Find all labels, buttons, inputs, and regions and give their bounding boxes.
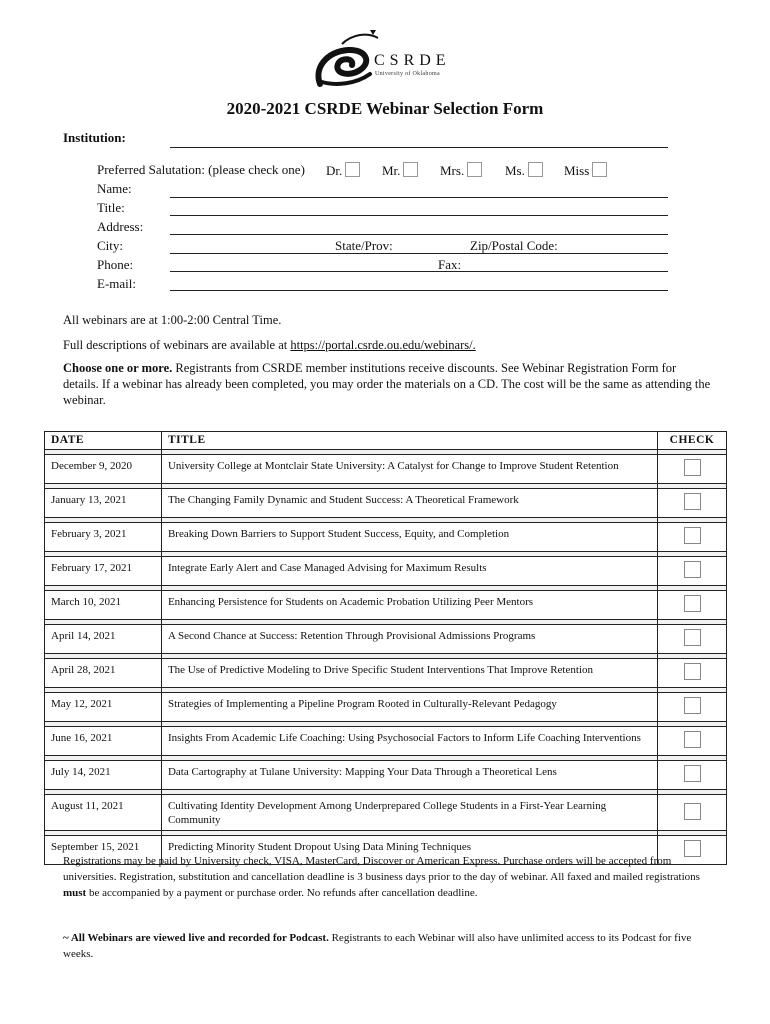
row-checkbox[interactable] xyxy=(684,731,701,748)
checkbox-dr[interactable] xyxy=(345,162,360,177)
row-date: April 14, 2021 xyxy=(45,625,162,654)
name-field[interactable] xyxy=(170,197,668,198)
form-title: 2020-2021 CSRDE Webinar Selection Form xyxy=(226,99,544,118)
salutation-dr[interactable]: Dr. xyxy=(326,162,360,179)
row-checkbox[interactable] xyxy=(684,629,701,646)
row-date: April 28, 2021 xyxy=(45,659,162,688)
row-date: May 12, 2021 xyxy=(45,693,162,722)
table-row xyxy=(45,557,727,586)
table-row xyxy=(45,659,727,688)
checkbox-miss[interactable] xyxy=(592,162,607,177)
state-label: State/Prov: xyxy=(335,238,393,253)
row-date: February 3, 2021 xyxy=(45,523,162,552)
row-checkbox[interactable] xyxy=(684,663,701,680)
table-row xyxy=(45,455,727,484)
table-row xyxy=(45,795,727,831)
row-date: December 9, 2020 xyxy=(45,455,162,484)
header-date: DATE xyxy=(45,432,162,450)
institution-label: Institution: xyxy=(63,130,126,145)
row-checkbox[interactable] xyxy=(684,697,701,714)
row-title: Data Cartography at Tulane University: Mapping Your Data Through a Theoretical Lens xyxy=(161,761,657,790)
header-check: CHECK xyxy=(658,432,727,450)
row-title: Breaking Down Barriers to Support Student Success, Equity, and Completion xyxy=(161,523,657,552)
row-checkbox[interactable] xyxy=(684,765,701,782)
payment-note: Registrations may be paid by University check, VISA, MasterCard, Discover or American Express. Purchase orders will be accepted from universities. Registration, substitution and cancellation deadline is 3 business days prior to the day of webinar. All faxed and mailed registrations must be accompanied by a payment or purchase order. No refunds after cancellation deadline. xyxy=(63,855,700,899)
address-label: Address: xyxy=(97,219,144,234)
fax-label: Fax: xyxy=(438,257,462,272)
city-label: City: xyxy=(97,238,124,253)
address-field[interactable] xyxy=(170,234,668,235)
row-title: Insights From Academic Life Coaching: Using Psychosocial Factors to Inform Life Coaching Interventions xyxy=(161,727,657,756)
row-title: Strategies of Implementing a Pipeline Program Rooted in Culturally-Relevant Pedagogy xyxy=(161,693,657,722)
phone-label: Phone: xyxy=(97,257,134,272)
email-field[interactable] xyxy=(170,290,668,291)
name-label: Name: xyxy=(97,181,132,196)
city-field[interactable] xyxy=(170,253,668,254)
row-checkbox[interactable] xyxy=(684,561,701,578)
institution-field[interactable] xyxy=(170,147,668,148)
row-title: University College at Montclair State University: A Catalyst for Change to Improve Student Retention xyxy=(161,455,657,484)
row-title: Cultivating Identity Development Among Underprepared College Students in a First-Year Learning Community xyxy=(161,795,657,831)
checkbox-mrs[interactable] xyxy=(467,162,482,177)
row-date: March 10, 2021 xyxy=(45,591,162,620)
row-date: June 16, 2021 xyxy=(45,727,162,756)
row-checkbox[interactable] xyxy=(684,527,701,544)
row-checkbox[interactable] xyxy=(684,803,701,820)
row-date: August 11, 2021 xyxy=(45,795,162,831)
row-date: February 17, 2021 xyxy=(45,557,162,586)
row-date: July 14, 2021 xyxy=(45,761,162,790)
email-label: E-mail: xyxy=(97,276,136,291)
table-row xyxy=(45,523,727,552)
title-label: Title: xyxy=(97,200,125,215)
row-title: Integrate Early Alert and Case Managed Advising for Maximum Results xyxy=(161,557,657,586)
csrde-logo xyxy=(312,24,482,90)
checkbox-mr[interactable] xyxy=(403,162,418,177)
logo-subtitle: University of Oklahoma xyxy=(375,71,440,77)
salutation-miss[interactable]: Miss xyxy=(564,162,607,179)
webinars-link[interactable]: https://portal.csrde.ou.edu/webinars/. xyxy=(290,338,476,352)
header-title: TITLE xyxy=(161,432,657,450)
row-checkbox[interactable] xyxy=(684,493,701,510)
time-note: All webinars are at 1:00-2:00 Central Time. xyxy=(63,313,282,327)
podcast-note: ~ All Webinars are viewed live and recorded for Podcast. Registrants to each Webinar will also have unlimited access to its Podcast for five weeks. xyxy=(63,932,692,960)
row-title: A Second Chance at Success: Retention Through Provisional Admissions Programs xyxy=(161,625,657,654)
swirl-logo-icon xyxy=(312,24,382,90)
row-title: The Changing Family Dynamic and Student Success: A Theoretical Framework xyxy=(161,489,657,518)
table-row xyxy=(45,761,727,790)
table-row xyxy=(45,591,727,620)
salutation-ms[interactable]: Ms. xyxy=(505,162,543,179)
table-row xyxy=(45,625,727,654)
row-checkbox[interactable] xyxy=(684,595,701,612)
table-row xyxy=(45,727,727,756)
logo-name: CSRDE xyxy=(374,52,451,69)
row-title: The Use of Predictive Modeling to Drive Specific Student Interventions That Improve Retention xyxy=(161,659,657,688)
table-row xyxy=(45,489,727,518)
row-title: Predicting Minority Student Dropout Using Data Mining Techniques xyxy=(161,836,657,865)
webinar-table xyxy=(44,431,727,865)
row-checkbox[interactable] xyxy=(684,459,701,476)
table-header xyxy=(45,432,727,450)
description-note: Full descriptions of webinars are available at https://portal.csrde.ou.edu/webinars/. xyxy=(63,338,476,352)
title-field[interactable] xyxy=(170,215,668,216)
row-date: September 15, 2021 xyxy=(45,836,162,865)
choose-paragraph: Choose one or more. Registrants from CSRDE member institutions receive discounts. See Webinar Registration Form for details. If a webinar has already been completed, you may order the materials on a CD. The cost will be the same as attending the webinar. xyxy=(63,361,711,407)
row-title: Enhancing Persistence for Students on Academic Probation Utilizing Peer Mentors xyxy=(161,591,657,620)
salutation-mrs[interactable]: Mrs. xyxy=(440,162,482,179)
row-date: January 13, 2021 xyxy=(45,489,162,518)
phone-field[interactable] xyxy=(170,271,668,272)
salutation-prompt: Preferred Salutation: (please check one) xyxy=(97,162,305,177)
table-row xyxy=(45,693,727,722)
salutation-mr[interactable]: Mr. xyxy=(382,162,418,179)
checkbox-ms[interactable] xyxy=(528,162,543,177)
zip-label: Zip/Postal Code: xyxy=(470,238,558,253)
